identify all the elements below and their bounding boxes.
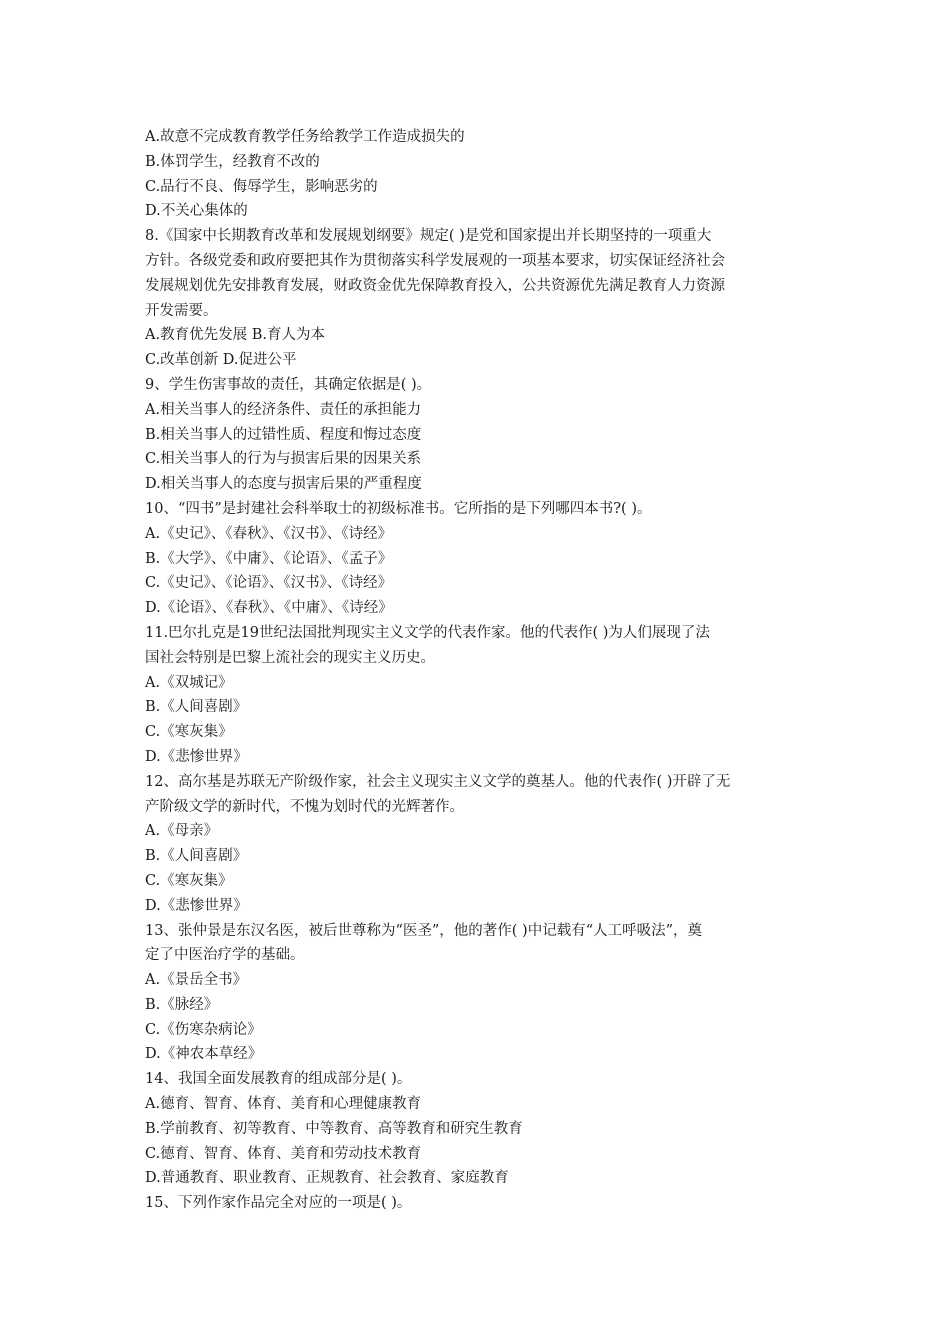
question-option: C.《伤寒杂病论》 <box>145 1021 262 1038</box>
question-option: D.《论语》、《春秋》、《中庸》、《诗经》 <box>145 600 393 617</box>
question-14-block <box>145 1067 813 1191</box>
question-option: C.《寒灰集》 <box>145 724 233 741</box>
question-stem-line: 发展规划优先安排教育发展，财政资金优先保障教育投入，公共资源优先满足教育人力资源 <box>145 277 725 294</box>
question-option: B.相关当事人的过错性质、程度和悔过态度 <box>145 426 422 443</box>
question-option: C.改革创新 D.促进公平 <box>145 352 297 369</box>
document-body <box>145 125 813 1216</box>
question-option: A.教育优先发展 B.育人为本 <box>145 327 325 344</box>
question-option: D.相关当事人的态度与损害后果的严重程度 <box>145 476 422 493</box>
question-option: A.《景岳全书》 <box>145 972 248 989</box>
question-stem-line: 14、我国全面发展教育的组成部分是( )。 <box>145 1071 412 1088</box>
question-option: A.故意不完成教育教学任务给教学工作造成损失的 <box>145 129 465 145</box>
question-option: D.《神农本草经》 <box>145 1046 263 1063</box>
question-option: C.品行不良、侮辱学生，影响恶劣的 <box>145 178 378 195</box>
question-stem-line: 15、下列作家作品完全对应的一项是( )。 <box>145 1195 412 1212</box>
question-9-block <box>145 373 813 497</box>
question-option: A.《母亲》 <box>145 823 219 840</box>
question-stem-line: 13、张仲景是东汉名医，被后世尊称为“医圣”，他的著作( )中记载有“人工呼吸法”，奠 <box>145 922 703 939</box>
question-15-block <box>145 1191 813 1216</box>
question-stem-line: 11.巴尔扎克是19世纪法国批判现实主义文学的代表作家。他的代表作( )为人们展现了法 <box>145 624 710 641</box>
question-13-block <box>145 919 813 1068</box>
question-stem-line: 国社会特别是巴黎上流社会的现实主义历史。 <box>145 649 435 666</box>
question-7-block <box>145 125 813 224</box>
question-12-block <box>145 770 813 919</box>
question-10-block <box>145 497 813 621</box>
question-option: C.《史记》、《论语》、《汉书》、《诗经》 <box>145 575 393 592</box>
question-option: C.《寒灰集》 <box>145 872 233 889</box>
question-option: C.德育、智育、体育、美育和劳动技术教育 <box>145 1145 422 1162</box>
question-option: D.《悲惨世界》 <box>145 748 248 765</box>
question-option: B.《人间喜剧》 <box>145 848 248 865</box>
question-option: C.相关当事人的行为与损害后果的因果关系 <box>145 451 422 468</box>
question-option: B.学前教育、初等教育、中等教育、高等教育和研究生教育 <box>145 1120 523 1137</box>
question-stem-line: 12、高尔基是苏联无产阶级作家，社会主义现实主义文学的奠基人。他的代表作( )开辟了无 <box>145 773 731 790</box>
question-option: A.德育、智育、体育、美育和心理健康教育 <box>145 1096 422 1113</box>
question-stem-line: 8.《国家中长期教育改革和发展规划纲要》规定( )是党和国家提出并长期坚持的一项重大 <box>145 228 712 245</box>
question-option: A.《双城记》 <box>145 674 233 691</box>
question-option: B.《人间喜剧》 <box>145 699 248 716</box>
question-stem-line: 9、学生伤害事故的责任，其确定依据是( )。 <box>145 376 432 393</box>
question-option: B.《脉经》 <box>145 996 219 1013</box>
question-option: A.《史记》、《春秋》、《汉书》、《诗经》 <box>145 525 393 542</box>
question-option: B.体罚学生，经教育不改的 <box>145 153 320 170</box>
question-option: B.《大学》、《中庸》、《论语》、《孟子》 <box>145 550 393 567</box>
question-stem-line: 方针。各级党委和政府要把其作为贯彻落实科学发展观的一项基本要求，切实保证经济社会 <box>145 252 725 269</box>
question-stem-line: 定了中医治疗学的基础。 <box>145 947 305 964</box>
question-stem-line: 10、“四书”是封建社会科举取士的初级标准书。它所指的是下列哪四本书?( )。 <box>145 500 652 517</box>
question-stem-line: 开发需要。 <box>145 302 218 319</box>
question-8-block <box>145 224 813 373</box>
question-option: D.《悲惨世界》 <box>145 897 248 914</box>
question-option: D.普通教育、职业教育、正规教育、社会教育、家庭教育 <box>145 1170 509 1187</box>
question-stem-line: 产阶级文学的新时代，不愧为划时代的光辉著作。 <box>145 798 464 815</box>
question-11-block <box>145 621 813 770</box>
question-option: A.相关当事人的经济条件、责任的承担能力 <box>145 401 422 418</box>
question-option: D.不关心集体的 <box>145 203 248 220</box>
